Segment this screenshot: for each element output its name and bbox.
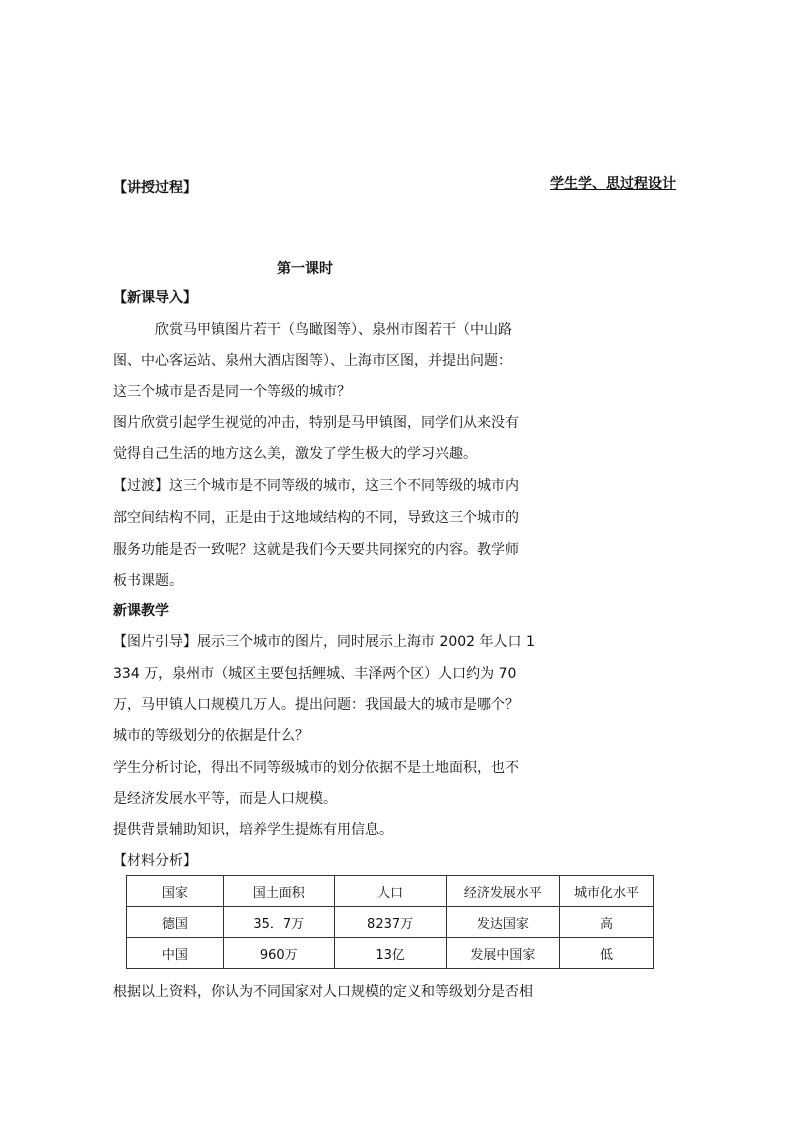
paragraph-line: 提供背景辅助知识，培养学生提炼有用信息。 — [113, 822, 393, 838]
table-cell: 德国 — [127, 907, 224, 938]
paragraph-line: 是经济发展水平等，而是人口规模。 — [113, 791, 337, 807]
paragraph-line: 板书课题。 — [113, 573, 183, 589]
paragraph-line: 学生分析讨论，得出不同等级城市的划分依据不是土地面积，也不 — [113, 760, 519, 776]
table-cell: 中国 — [127, 938, 224, 969]
table-cell: 低 — [560, 938, 654, 969]
table-header-cell: 人口 — [334, 876, 446, 907]
student-design-heading: 学生学、思过程设计 — [550, 176, 676, 192]
table-header-row — [127, 876, 654, 907]
paragraph-line: 图、中心客运站、泉州大酒店图等）、上海市区图，并提出问题： — [113, 353, 512, 369]
table-header-cell: 经济发展水平 — [446, 876, 560, 907]
section-label-lecture: 【讲授过程】 — [113, 180, 197, 196]
table-header-cell: 城市化水平 — [560, 876, 654, 907]
paragraph-line: 根据以上资料，你认为不同国家对人口规模的定义和等级划分是否相 — [113, 984, 533, 1000]
table-cell: 高 — [560, 907, 654, 938]
table-cell: 13亿 — [334, 938, 446, 969]
paragraph-line: 万，马甲镇人口规模几万人。提出问题：我国最大的城市是哪个？ — [113, 697, 519, 713]
lesson-title: 第一课时 — [277, 261, 333, 277]
paragraph-line: 这三个城市是否是同一个等级的城市？ — [113, 384, 351, 400]
paragraph-line: 【图片引导】展示三个城市的图片，同时展示上海市 2002 年人口 1 — [113, 634, 535, 650]
table-cell: 发达国家 — [446, 907, 560, 938]
table-cell: 发展中国家 — [446, 938, 560, 969]
table-cell: 8237万 — [334, 907, 446, 938]
paragraph-line: 觉得自己生活的地方这么美，激发了学生极大的学习兴趣。 — [113, 446, 477, 462]
paragraph-line: 服务功能是否一致呢？这就是我们今天要共同探究的内容。教学师 — [113, 542, 519, 558]
table-header-cell: 国家 — [127, 876, 224, 907]
section-heading-intro: 【新课导入】 — [113, 290, 197, 306]
paragraph-line: 部空间结构不同，正是由于这地域结构的不同，导致这三个城市的 — [113, 510, 519, 526]
material-table — [126, 875, 654, 969]
table-row — [127, 907, 654, 938]
table-row — [127, 938, 654, 969]
paragraph-line: 【过渡】这三个城市是不同等级的城市，这三个不同等级的城市内 — [113, 478, 519, 494]
paragraph-line: 欣赏马甲镇图片若干（鸟瞰图等）、泉州市图若干（中山路 — [155, 322, 512, 338]
paragraph-line: 城市的等级划分的依据是什么？ — [113, 728, 309, 744]
material-analysis-label: 【材料分析】 — [113, 853, 197, 869]
paragraph-line: 334 万，泉州市（城区主要包括鲤城、丰泽两个区）人口约为 70 — [113, 666, 517, 682]
table-header-cell: 国土面积 — [223, 876, 334, 907]
table-cell: 35．7万 — [223, 907, 334, 938]
section-heading-new-lesson: 新课教学 — [113, 603, 169, 619]
paragraph-line: 图片欣赏引起学生视觉的冲击，特别是马甲镇图，同学们从来没有 — [113, 415, 519, 431]
table-cell: 960万 — [223, 938, 334, 969]
